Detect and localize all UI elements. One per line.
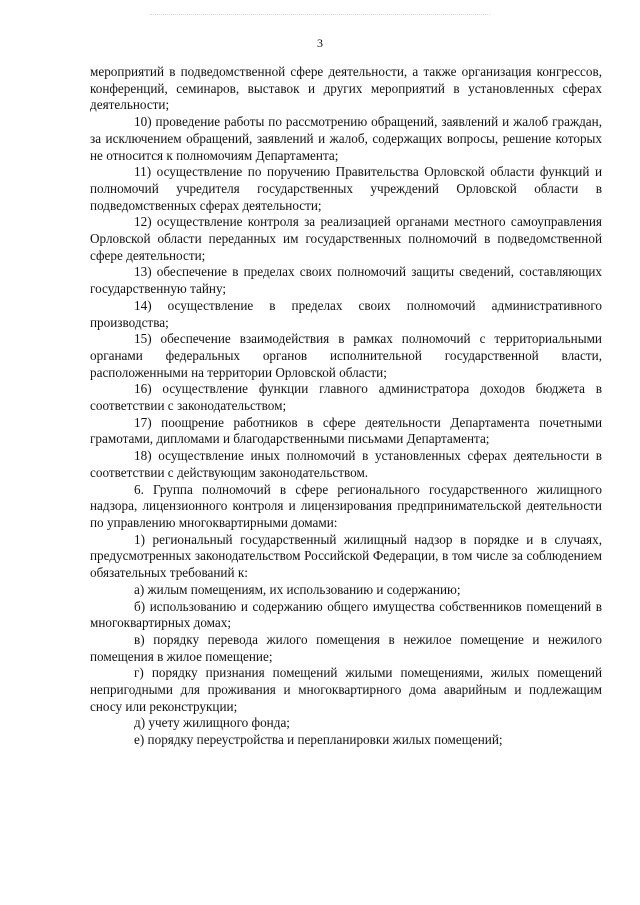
paragraph-item-18: 18) осуществление иных полномочий в установленных сферах деятельности в соответствии с действующим законодательством. [90,448,602,480]
paragraph-item-16: 16) осуществление функции главного администратора доходов бюджета в соответствии с законодательством; [90,381,602,414]
paragraph-subitem-a: а) жилым помещениям, их использованию и содержанию; [134,581,461,597]
paragraph-item-13: 13) обеспечение в пределах своих полномочий защиты сведений, составляющих государственную тайну; [90,264,602,297]
paragraph-item-10: 10) проведение работы по рассмотрению обращений, заявлений и жалоб граждан, за исключением обращений, заявлений и жалоб, содержащих вопросы, решение которых не относится к полномочиям Департамента; [90,114,602,163]
paragraph-subitem-g: г) порядку признания помещений жилыми помещениями, жилых помещений непригодными для проживания и многоквартирного дома аварийным и подлежащим сносу или реконструкции; [90,665,602,714]
paragraph-subitem-1: 1) региональный государственный жилищный надзор в порядке и в случаях, предусмотренных законодательством Российской Федерации, в том числе за соблюдением обязательных требований к: [90,531,602,581]
scan-artifact [150,14,490,17]
paragraph-item-12: 12) осуществление контроля за реализацией органами местного самоуправления Орловской области переданных им государственных полномочий в подведомственной сфере деятельности; [90,214,602,263]
paragraph-item-15: 15) обеспечение взаимодействия в рамках полномочий с территориальными органами федеральных органов исполнительной государственной власти, расположенными на территории Орловской области; [90,331,602,380]
paragraph-continuation: мероприятий в подведомственной сфере деятельности, а также организация конгрессов, конференций, семинаров, выставок и других мероприятий в установленных сферах деятельности; [90,64,602,113]
paragraph-subitem-v: в) порядку перевода жилого помещения в нежилое помещение и нежилого помещения в жилое помещение; [90,631,602,664]
paragraph-item-14: 14) осуществление в пределах своих полномочий административного производства; [90,297,602,330]
paragraph-item-17: 17) поощрение работников в сфере деятельности Департамента почетными грамотами, дипломами и благодарственными письмами Департамента; [90,414,602,447]
paragraph-subitem-d: д) учету жилищного фонда; [134,715,290,731]
paragraph-item-11: 11) осуществление по поручению Правительства Орловской области функций и полномочий учредителя государственных учреждений Орловской области в подведомственных сферах деятельности; [90,164,602,213]
paragraph-subitem-e: е) порядку переустройства и перепланировки жилых помещений; [134,732,503,748]
paragraph-subitem-b: б) использованию и содержанию общего имущества собственников помещений в многоквартирных домах; [90,598,602,631]
document-body [90,64,602,749]
page-number: 3 [317,36,323,50]
section-6-heading: 6. Группа полномочий в сфере регионального государственного жилищного надзора, лицензионного контроля и лицензирования предпринимательской деятельности по управлению многоквартирными домами: [90,481,602,530]
